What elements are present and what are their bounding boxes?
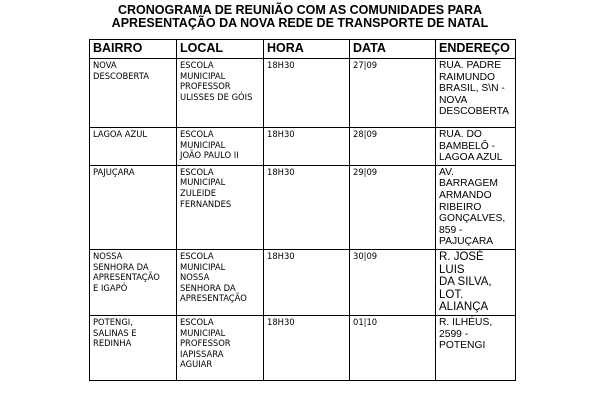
title-line-1: CRONOGRAMA DE REUNIÃO COM AS COMUNIDADES PARA bbox=[117, 3, 483, 17]
cell-line: LAGOA AZUL bbox=[439, 152, 503, 164]
table-row bbox=[90, 315, 516, 380]
cell-line: LOT. bbox=[439, 288, 464, 301]
cell-hora: 18H30 bbox=[264, 128, 350, 166]
schedule-table bbox=[89, 39, 516, 381]
cell-line: ESCOLA bbox=[180, 316, 214, 327]
cell-line: SALINAS E bbox=[93, 327, 137, 338]
header-hora: HORA bbox=[264, 40, 350, 59]
cell-line: POTENGI bbox=[439, 340, 486, 352]
cell-line: MUNICIPAL bbox=[180, 327, 226, 338]
cell-hora: 18H30 bbox=[264, 165, 350, 249]
cell-data: 30|09 bbox=[350, 249, 436, 315]
cell-line: ESCOLA bbox=[180, 250, 214, 261]
cell-bairro bbox=[90, 165, 177, 249]
cell-line: AV. bbox=[439, 166, 454, 178]
cell-line: JOÃO PAULO II bbox=[180, 150, 239, 161]
cell-line: DESCOBERTA bbox=[439, 106, 509, 118]
cell-endereco bbox=[436, 249, 516, 315]
cell-line: E IGAPÓ bbox=[93, 282, 128, 293]
cell-line: BARRAGEM bbox=[439, 178, 498, 190]
cell-endereco bbox=[436, 165, 516, 249]
cell-line: RUA. PADRE bbox=[439, 60, 502, 71]
header-endereco: ENDEREÇO bbox=[436, 40, 516, 59]
cell-line: ULISSES DE GÓIS bbox=[180, 91, 253, 102]
header-local: LOCAL bbox=[177, 40, 264, 59]
cell-local bbox=[177, 249, 264, 315]
header-row bbox=[90, 40, 516, 59]
title-line-2: APRESENTAÇÃO DA NOVA REDE DE TRANSPORTE DE NATAL bbox=[111, 16, 489, 30]
cell-line: DESCOBERTA bbox=[93, 70, 149, 81]
cell-line: BAMBELÔ - bbox=[439, 140, 496, 152]
cell-line: ESCOLA bbox=[180, 129, 214, 139]
table-row bbox=[90, 59, 516, 128]
cell-line: POTENGI, bbox=[93, 316, 133, 327]
header-data: DATA bbox=[350, 40, 436, 59]
cell-line: ZULEIDE bbox=[180, 187, 217, 198]
cell-line: PROFESSOR bbox=[180, 81, 231, 92]
cell-line: IAPISSARA bbox=[180, 348, 224, 359]
cell-hora: 18H30 bbox=[264, 59, 350, 128]
cell-line: MUNICIPAL bbox=[180, 177, 226, 188]
cell-data: 27|09 bbox=[350, 59, 436, 128]
cell-line: MUNICIPAL bbox=[180, 139, 226, 150]
document-title bbox=[0, 4, 600, 30]
cell-line: AGUIAR bbox=[180, 359, 213, 370]
cell-line: LAGOA AZUL bbox=[93, 129, 148, 139]
cell-line: MUNICIPAL bbox=[180, 261, 226, 272]
cell-line: ESCOLA bbox=[180, 60, 214, 70]
cell-local bbox=[177, 128, 264, 166]
cell-line: GONÇALVES, bbox=[439, 213, 506, 225]
cell-data: 29|09 bbox=[350, 165, 436, 249]
cell-line: RUA. DO bbox=[439, 129, 482, 140]
cell-endereco bbox=[436, 59, 516, 128]
cell-line: SENHORA DA bbox=[180, 282, 236, 293]
cell-endereco bbox=[436, 315, 516, 380]
table-row bbox=[90, 128, 516, 166]
cell-line: R. ILHÉUS, bbox=[439, 316, 493, 328]
table-row bbox=[90, 165, 516, 249]
cell-line: BRASIL, S\N - bbox=[439, 83, 505, 95]
cell-line: 859 - bbox=[439, 224, 463, 236]
header-bairro: BAIRRO bbox=[90, 40, 177, 59]
cell-local bbox=[177, 59, 264, 128]
cell-line: PAJUÇARA bbox=[439, 236, 494, 248]
cell-line: R. JOSÉ LUIS bbox=[439, 250, 484, 276]
cell-bairro bbox=[90, 315, 177, 380]
cell-line: 2599 - bbox=[439, 328, 469, 340]
cell-local bbox=[177, 165, 264, 249]
cell-endereco bbox=[436, 128, 516, 166]
cell-bairro bbox=[90, 249, 177, 315]
cell-hora: 18H30 bbox=[264, 315, 350, 380]
cell-local bbox=[177, 315, 264, 380]
cell-line: PROFESSOR bbox=[180, 338, 231, 349]
cell-line: REDINHA bbox=[93, 338, 132, 349]
cell-line: RIBEIRO bbox=[439, 201, 482, 213]
cell-bairro bbox=[90, 128, 177, 166]
table-row bbox=[90, 249, 516, 315]
cell-line: PAJUÇARA bbox=[93, 166, 135, 177]
cell-line: ARMANDO bbox=[439, 189, 492, 201]
cell-line: NOSSA bbox=[180, 272, 210, 283]
cell-line: SENHORA DA bbox=[93, 261, 149, 272]
cell-line: RAIMUNDO bbox=[439, 71, 496, 83]
cell-line: ESCOLA bbox=[180, 166, 214, 177]
cell-line: APRESENTAÇÃO bbox=[180, 293, 247, 304]
cell-line: DA SILVA, bbox=[439, 276, 492, 289]
cell-data: 28|09 bbox=[350, 128, 436, 166]
cell-line: NOVA bbox=[93, 60, 117, 70]
cell-hora: 18H30 bbox=[264, 249, 350, 315]
cell-bairro bbox=[90, 59, 177, 128]
cell-data: 01|10 bbox=[350, 315, 436, 380]
cell-line: NOSSA bbox=[93, 250, 123, 261]
cell-line: ALIANÇA bbox=[439, 301, 489, 314]
cell-line: MUNICIPAL bbox=[180, 70, 226, 81]
cell-line: APRESENTAÇÃO bbox=[93, 272, 160, 283]
cell-line: NOVA bbox=[439, 94, 468, 106]
cell-line: FERNANDES bbox=[180, 198, 232, 209]
